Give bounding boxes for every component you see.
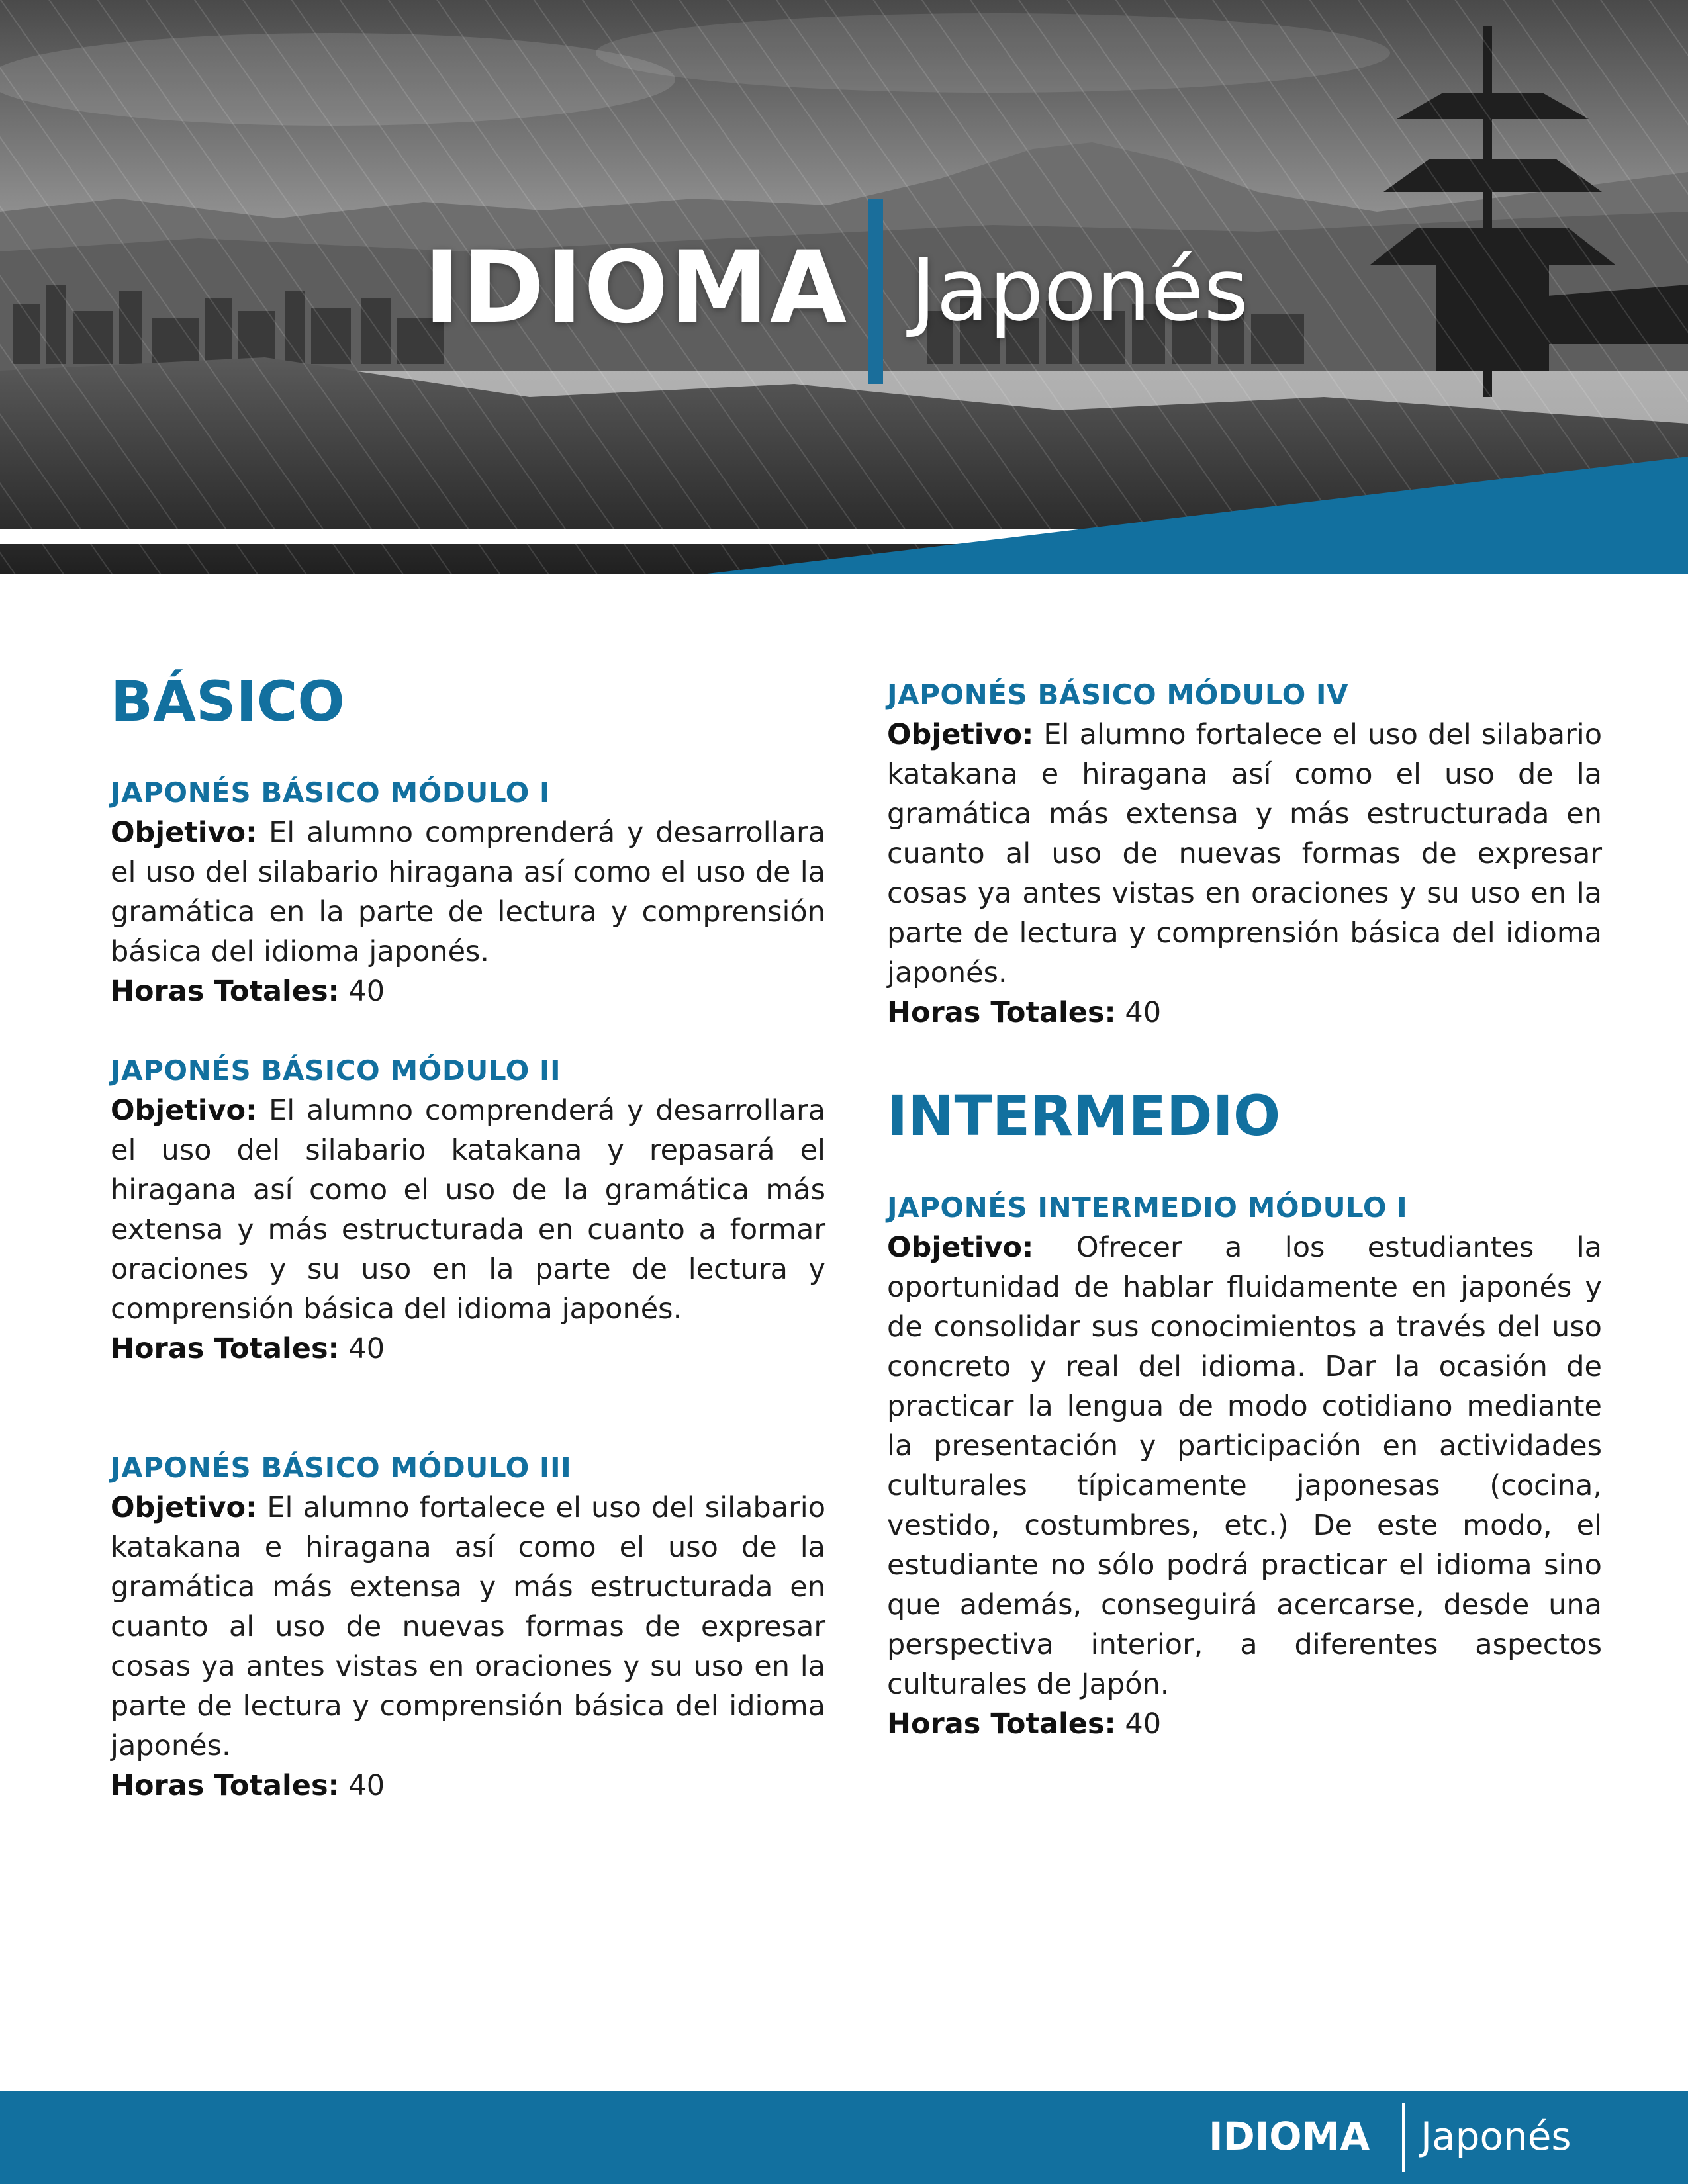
objective-label: Objetivo: bbox=[111, 816, 258, 849]
module-hours bbox=[887, 1704, 1602, 1744]
module-basico-1 bbox=[111, 773, 825, 1011]
module-title: JAPONÉS BÁSICO MÓDULO II bbox=[111, 1054, 561, 1087]
section-title-basico: BÁSICO bbox=[111, 669, 345, 734]
header-title-divider bbox=[868, 199, 883, 384]
hours-value: 40 bbox=[348, 1332, 385, 1365]
hours-value: 40 bbox=[1125, 1707, 1162, 1741]
module-title: JAPONÉS BÁSICO MÓDULO IV bbox=[887, 678, 1349, 711]
module-hours bbox=[887, 993, 1602, 1032]
header-title bbox=[0, 199, 1688, 390]
module-basico-2 bbox=[111, 1051, 825, 1369]
module-intermedio-1 bbox=[887, 1188, 1602, 1744]
hours-value: 40 bbox=[1125, 996, 1162, 1029]
objective-label: Objetivo: bbox=[111, 1094, 258, 1127]
objective-text: El alumno comprenderá y desarrollara el uso del silabario hiragana así como el uso de la gramática en la parte de lectura y comprensión básica del idioma japonés. bbox=[111, 816, 826, 968]
header-banner bbox=[0, 0, 1688, 582]
section-title-intermedio: INTERMEDIO bbox=[887, 1083, 1281, 1148]
hours-label: Horas Totales: bbox=[111, 1332, 340, 1365]
objective-label: Objetivo: bbox=[111, 1491, 258, 1524]
header-title-main: IDIOMA bbox=[424, 230, 849, 345]
footer-title-sub: Japonés bbox=[1421, 2114, 1571, 2159]
objective-text: El alumno fortalece el uso del silabario katakana e hiragana así como el uso de la gramática más extensa y más estructurada en cuanto al uso de nuevas formas de expresar cosas ya antes vistas en oraciones y su uso en la parte de lectura y comprensión básica del idioma japonés. bbox=[111, 1491, 826, 1762]
module-title: JAPONÉS INTERMEDIO MÓDULO I bbox=[887, 1191, 1408, 1224]
module-hours bbox=[111, 1329, 825, 1369]
hours-label: Horas Totales: bbox=[887, 1707, 1116, 1741]
footer-title-divider bbox=[1402, 2103, 1405, 2172]
objective-label: Objetivo: bbox=[887, 1231, 1034, 1264]
module-objective bbox=[111, 1488, 825, 1766]
header-title-sub: Japonés bbox=[911, 240, 1249, 340]
hours-value: 40 bbox=[348, 975, 385, 1008]
module-objective bbox=[111, 813, 825, 972]
module-objective bbox=[111, 1091, 825, 1329]
module-hours bbox=[111, 972, 825, 1011]
footer-bar bbox=[0, 2091, 1688, 2184]
module-objective bbox=[887, 1228, 1602, 1704]
module-title: JAPONÉS BÁSICO MÓDULO III bbox=[111, 1451, 572, 1484]
objective-text: El alumno fortalece el uso del silabario katakana e hiragana así como el uso de la gramática más extensa y más estructurada en cuanto al uso de nuevas formas de expresar cosas ya antes vistas en oraciones y su uso en la parte de lectura y comprensión básica del idioma japonés. bbox=[887, 718, 1603, 989]
hours-value: 40 bbox=[348, 1769, 385, 1802]
module-basico-4 bbox=[887, 675, 1602, 1032]
module-basico-3 bbox=[111, 1448, 825, 1805]
module-objective bbox=[887, 715, 1602, 993]
objective-text: El alumno comprenderá y desarrollara el uso del silabario katakana y repasará el hiragana así como el uso de la gramática más extensa y más estructurada en cuanto a formar oraciones y su uso en la parte de lectura y comprensión básica del idioma japonés. bbox=[111, 1094, 826, 1326]
hours-label: Horas Totales: bbox=[887, 996, 1116, 1029]
hours-label: Horas Totales: bbox=[111, 975, 340, 1008]
module-title: JAPONÉS BÁSICO MÓDULO I bbox=[111, 776, 551, 809]
objective-label: Objetivo: bbox=[887, 718, 1034, 751]
hours-label: Horas Totales: bbox=[111, 1769, 340, 1802]
module-hours bbox=[111, 1766, 825, 1805]
objective-text: Ofrecer a los estudiantes la oportunidad de hablar fluidamente en japonés y de consolidar sus conocimientos a través del uso concreto y real del idioma. Dar la ocasión de practicar la lengua de modo cotidiano mediante la presentación y participación en actividades culturales típicamente japonesas (cocina, vestido, costumbres, etc.) De este modo, el estudiante no sólo podrá practicar el idioma sino que además, conseguirá acercarse, desde una perspectiva interior, a diferentes aspectos culturales de Japón. bbox=[887, 1231, 1603, 1701]
footer-title-main: IDIOMA bbox=[1209, 2114, 1370, 2159]
